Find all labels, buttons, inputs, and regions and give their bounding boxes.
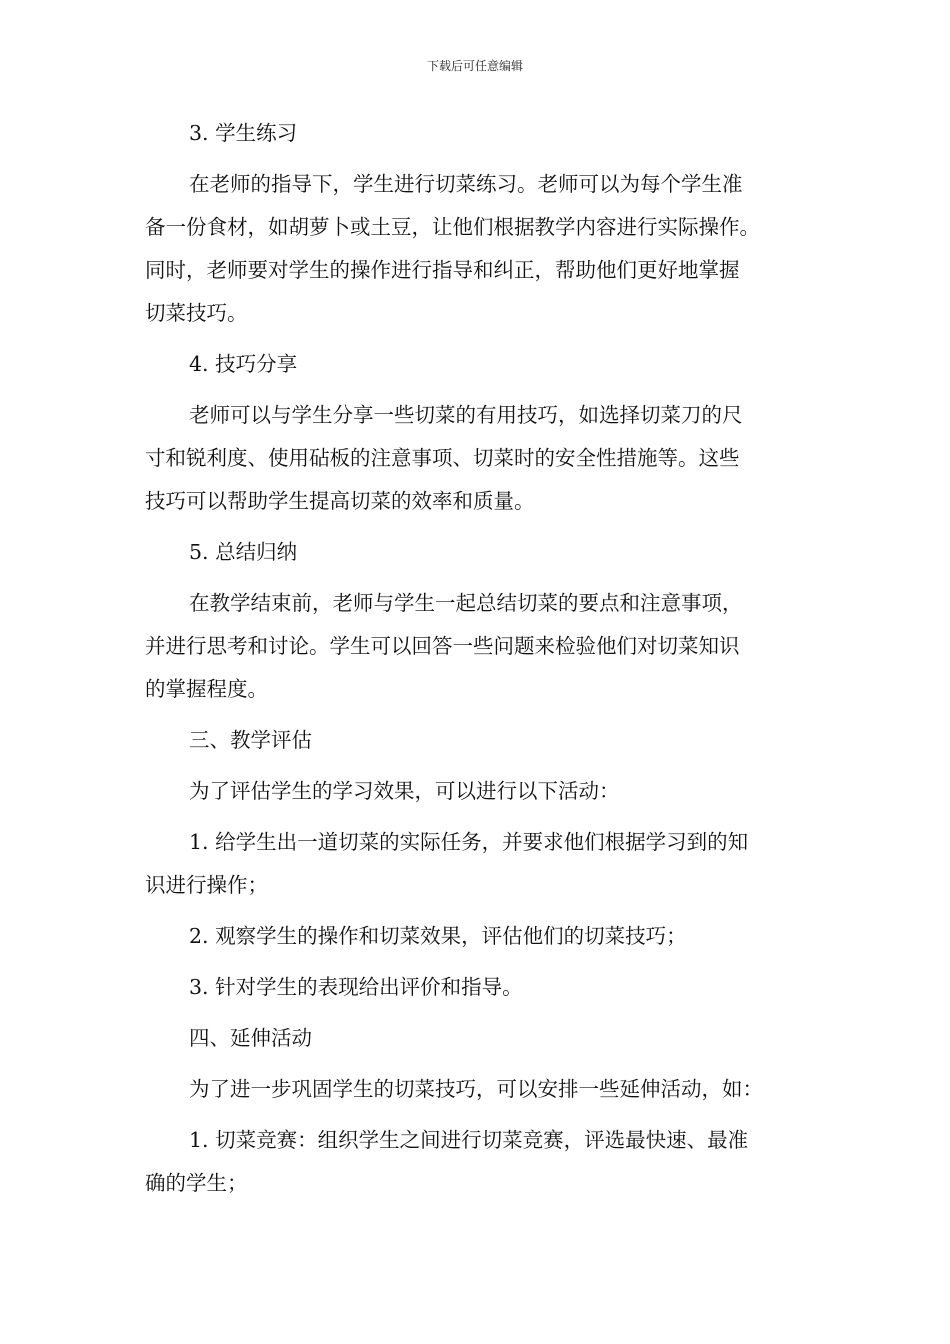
document-body [145,112,810,1205]
paragraph-line: 老师可以与学生分享一些切菜的有用技巧，如选择切菜刀的尺 [189,403,743,427]
section-heading-summary: 5. 总结归纳 [189,540,298,564]
paragraph-line: 为了进一步巩固学生的切菜技巧，可以安排一些延伸活动，如： [189,1077,763,1101]
section-heading-student-practice: 3. 学生练习 [189,121,298,145]
paragraph-line: 备一份食材，如胡萝卜或土豆，让他们根据教学内容进行实际操作。 [145,215,760,239]
list-item-line: 3. 针对学生的表现给出评价和指导。 [189,975,523,999]
paragraph-line: 并进行思考和讨论。学生可以回答一些问题来检验他们对切菜知识 [145,634,740,658]
list-item-line: 1. 切菜竞赛：组织学生之间进行切菜竞赛，评选最快速、最准 [189,1128,749,1152]
list-item-line: 确的学生； [145,1171,248,1195]
paragraph-line: 在老师的指导下，学生进行切菜练习。老师可以为每个学生准 [189,172,743,196]
paragraph-line: 切菜技巧。 [145,301,248,325]
paragraph-line: 技巧可以帮助学生提高切菜的效率和质量。 [145,489,535,513]
list-item-line: 1. 给学生出一道切菜的实际任务，并要求他们根据学习到的知 [189,830,749,854]
paragraph-line: 为了评估学生的学习效果，可以进行以下活动： [189,779,620,803]
paragraph-line: 同时，老师要对学生的操作进行指导和纠正，帮助他们更好地掌握 [145,258,740,282]
paragraph-line: 的掌握程度。 [145,677,268,701]
list-item-line: 2. 观察学生的操作和切菜效果，评估他们的切菜技巧； [189,924,687,948]
paragraph-line: 在教学结束前，老师与学生一起总结切菜的要点和注意事项， [189,591,743,615]
page-header: 下载后可任意编辑 [426,59,523,73]
list-item-line: 识进行操作； [145,873,268,897]
section-heading-teaching-assessment: 三、教学评估 [189,728,312,752]
section-heading-extension-activities: 四、延伸活动 [189,1026,312,1050]
section-heading-tips-sharing: 4. 技巧分享 [189,352,298,376]
paragraph-line: 寸和锐利度、使用砧板的注意事项、切菜时的安全性措施等。这些 [145,446,740,470]
